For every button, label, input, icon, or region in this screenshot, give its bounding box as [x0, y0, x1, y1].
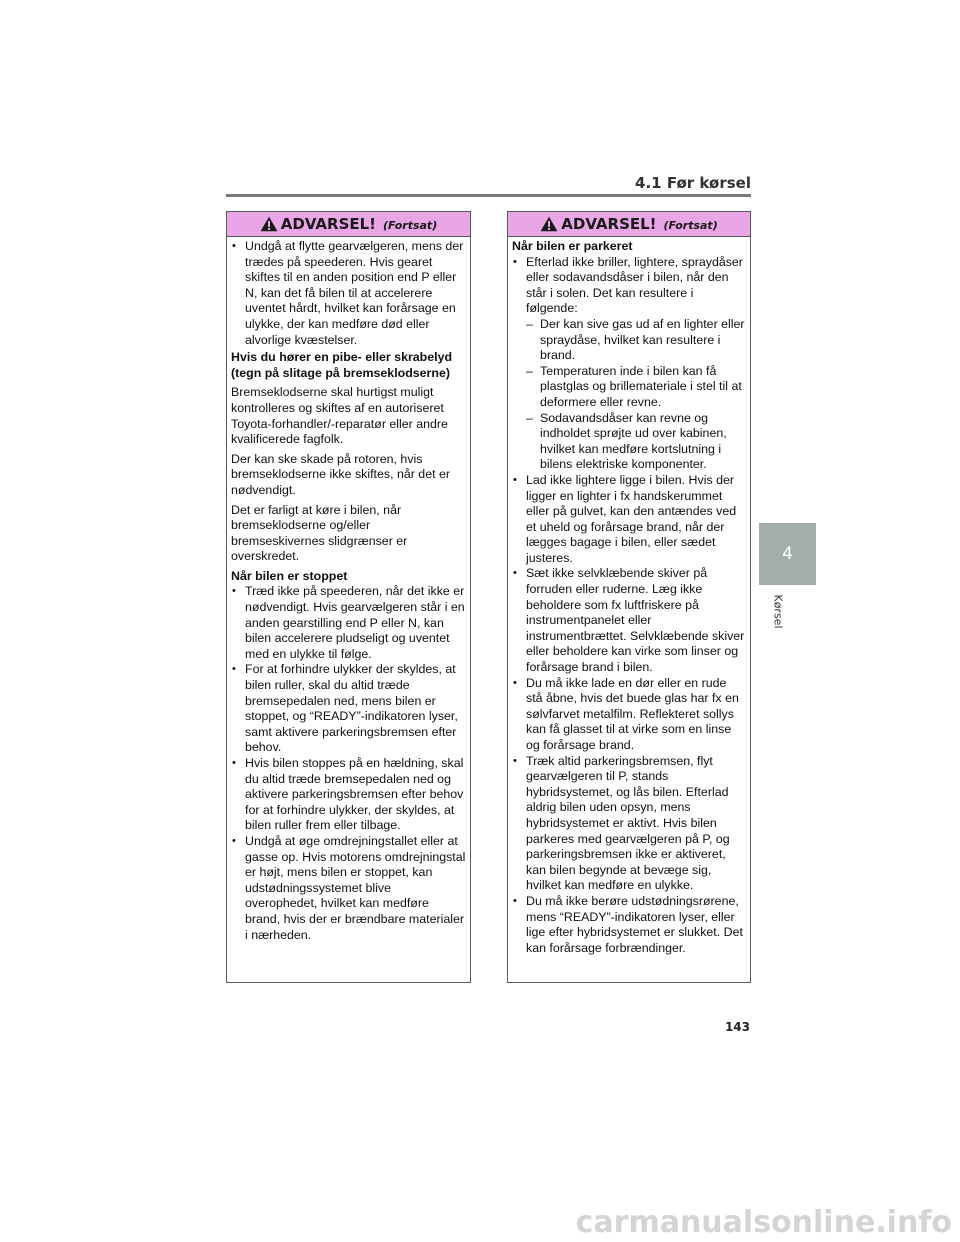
header-rule — [226, 194, 751, 197]
list-item: • Træk altid parkeringsbremsen, flyt gearvælgeren til P, stands hybridsystemet, og lås bilen. Efterlad aldrig bilen uden opsyn, mens hybridsystemet er aktivt. Hvis bilen parkeres med gearvælgeren på P, og parkeringsbremsen ikke er aktiveret, kan bilen begynde at bevæge sig, hvilket kan medføre en ulykke. — [512, 754, 746, 894]
bullet-list — [231, 584, 466, 943]
dash-list — [526, 317, 746, 473]
warning-triangle-icon — [260, 216, 278, 232]
chapter-label — [770, 588, 786, 634]
warning-continued: (Fortsat) — [663, 219, 718, 232]
subheading-parked: Når bilen er parkeret — [512, 239, 633, 253]
list-item: • Træd ikke på speederen, når det ikke er nødvendigt. Hvis gearvælgeren står i en anden gearstilling end P eller N, kan bilen accelerere pludseligt og uventet med en ulykke til følge. — [231, 584, 466, 662]
subheading-stopped: Når bilen er stoppet — [231, 568, 348, 583]
list-item: • Undgå at flytte gearvælgeren, mens der trædes på speederen. Hvis gearet skiftes til en anden position end P eller N, kan det få bilen til at accelerere uventet hårdt, hvilket kan forårsage en ulykke, der kan medføre død eller alvorlige kvæstelser. — [231, 239, 466, 348]
dash-item: – Sodavandsdåser kan revne og indholdet sprøjte ud over kabinen, hvilket kan medføre kortslutning i bilens elektriske komponenter. — [526, 411, 746, 473]
warning-body-right — [508, 237, 750, 956]
paragraph: Bremseklodserne skal hurtigst muligt kontrolleres og skiftes af en autoriseret Toyota-forhandler/-reparatør eller andre kvalificerede fagfolk. — [231, 385, 448, 447]
list-item-text: Efterlad ikke briller, lightere, spraydåser eller sodavandsdåser i bilen, når den står i solen. Det kan resultere i følgende: — [526, 254, 743, 316]
bullet-list — [231, 239, 466, 348]
list-item: • Lad ikke lightere ligge i bilen. Hvis der ligger en lighter i fx handskerummet eller på gulvet, kan den antændes ved et uheld og forårsage brand, når der lægges bagage i bilen, eller sædet justeres. — [512, 473, 746, 567]
warning-triangle-icon — [540, 216, 558, 232]
warning-header-left — [227, 212, 470, 237]
page-header — [226, 174, 751, 196]
subheading-brake-noise: Hvis du hører en pibe- eller skrabelyd (tegn på slitage på bremseklodserne) — [231, 350, 453, 380]
section-title: 4.1 Før kørsel — [635, 174, 751, 192]
paragraph: Det er farligt at køre i bilen, når bremseklodserne og/eller bremseskivernes slidgrænser er overskredet. — [231, 502, 408, 564]
warning-label: ADVARSEL! — [561, 215, 657, 233]
chapter-label-text: Kørsel — [771, 593, 785, 629]
dash-item: – Temperaturen inde i bilen kan få plastglas og brillemateriale i stel til at deformere eller revne. — [526, 364, 746, 411]
warning-body-left — [227, 237, 470, 943]
warning-box-left — [226, 211, 471, 983]
list-item: • Hvis bilen stoppes på en hældning, skal du altid træde bremsepedalen ned og aktivere parkeringsbremsen efter behov for at forhindre ulykker, der skyldes, at bilen ruller frem eller tilbage. — [231, 756, 466, 834]
warning-label: ADVARSEL! — [280, 215, 377, 233]
list-item: • Sæt ikke selvklæbende skiver på forruden eller ruderne. Læg ikke beholdere som fx luftfriskere på instrumentpanelet eller instrumentbrættet. Selvklæbende skiver eller beholdere kan virke som linser og forårsage brand i bilen. — [512, 566, 746, 675]
list-item — [512, 255, 746, 473]
page-number: 143 — [724, 1020, 750, 1034]
list-item: • Undgå at øge omdrejningstallet eller at gasse op. Hvis motorens omdrejningstal er højt, mens bilen er stoppet, kan udstødningssystemet blive overophedet, hvilket kan medføre brand, hvis der er brændbare materialer i nærheden. — [231, 834, 466, 943]
list-item: • Du må ikke lade en dør eller en rude stå åbne, hvis det buede glas har fx en sølvfarvet metalfilm. Reflekteret sollys kan få glasset til at virke som en linse og forårsage brand. — [512, 676, 746, 754]
warning-continued: (Fortsat) — [383, 219, 438, 232]
dash-item: – Der kan sive gas ud af en lighter eller spraydåse, hvilket kan resultere i brand. — [526, 317, 746, 364]
list-item: • For at forhindre ulykker der skyldes, at bilen ruller, skal du altid træde bremsepedalen ned, mens bilen er stoppet, og “READY”-indikatoren lyser, samt aktivere parkeringsbremsen efter behov. — [231, 662, 466, 756]
warning-box-right — [507, 211, 751, 983]
paragraph: Der kan ske skade på rotoren, hvis bremseklodserne ikke skiftes, når det er nødvendigt. — [231, 451, 450, 497]
warning-header-right — [508, 212, 750, 237]
list-item: • Du må ikke berøre udstødningsrørene, mens “READY”-indikatoren lyser, eller lige efter hybridsystemet er slukket. Det kan forårsage forbrændinger. — [512, 894, 746, 956]
watermark: carmanualsonline.info — [575, 1205, 952, 1240]
chapter-tab — [759, 523, 816, 585]
bullet-list — [512, 255, 746, 957]
chapter-number: 4 — [782, 544, 793, 564]
